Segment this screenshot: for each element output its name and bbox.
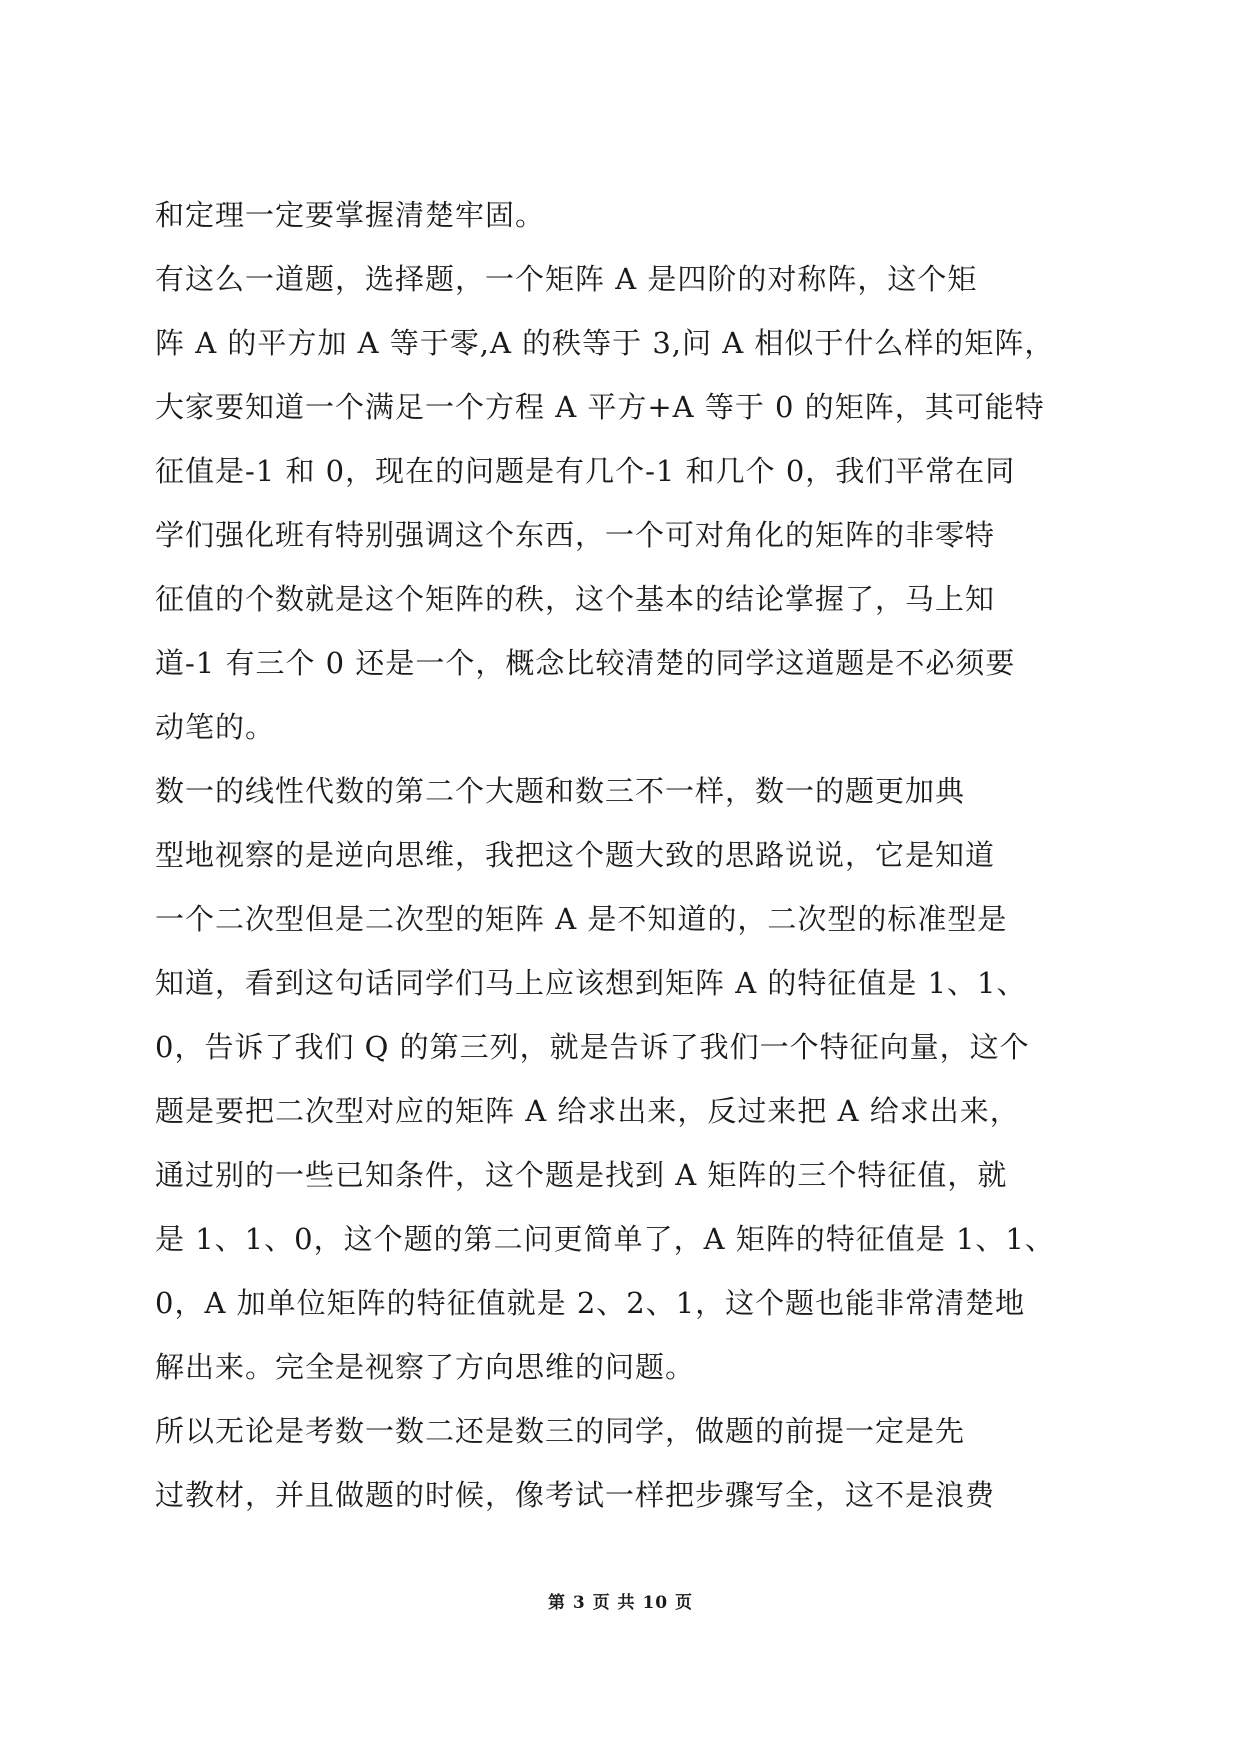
text-line: 学们强化班有特别强调这个东西，一个可对角化的矩阵的非零特 [155,518,996,552]
text-line: 阵 A 的平方加 A 等于零,A 的秩等于 3,问 A 相似于什么样的矩阵， [155,326,1055,360]
text-line: 和定理一定要掌握清楚牢固。 [155,198,546,232]
body-text [155,183,1095,1527]
text-line: 题是要把二次型对应的矩阵 A 给求出来，反过来把 A 给求出来， [155,1094,1020,1128]
text-line: 是 1、1、0，这个题的第二问更简单了，A 矩阵的特征值是 1、1、 [155,1222,1055,1256]
text-line: 通过别的一些已知条件，这个题是找到 A 矩阵的三个特征值，就 [155,1158,1008,1192]
text-line: 过教材，并且做题的时候，像考试一样把步骤写全，这不是浪费 [155,1478,996,1512]
text-line: 大家要知道一个满足一个方程 A 平方+A 等于 0 的矩阵，其可能特 [155,390,1045,424]
text-line: 0，A 加单位矩阵的特征值就是 2、2、1，这个题也能非常清楚地 [155,1286,1026,1320]
text-line: 动笔的。 [155,710,276,744]
text-line: 一个二次型但是二次型的矩阵 A 是不知道的，二次型的标准型是 [155,902,1008,936]
text-line: 解出来。完全是视察了方向思维的问题。 [155,1350,696,1384]
text-line: 征值是-1 和 0，现在的问题是有几个-1 和几个 0，我们平常在同 [155,454,1016,488]
text-line: 道-1 有三个 0 还是一个，概念比较清楚的同学这道题是不必须要 [155,646,1016,680]
text-line: 0，告诉了我们 Q 的第三列，就是告诉了我们一个特征向量，这个 [155,1030,1030,1064]
page-number-footer: 第 3 页 共 10 页 [547,1593,694,1613]
text-line: 有这么一道题，选择题，一个矩阵 A 是四阶的对称阵，这个矩 [155,262,978,296]
text-line: 所以无论是考数一数二还是数三的同学，做题的前提一定是先 [155,1414,966,1448]
text-line: 数一的线性代数的第二个大题和数三不一样，数一的题更加典 [155,774,966,808]
text-line: 征值的个数就是这个矩阵的秩，这个基本的结论掌握了，马上知 [155,582,996,616]
text-line: 型地视察的是逆向思维，我把这个题大致的思路说说，它是知道 [155,838,996,872]
text-line: 知道，看到这句话同学们马上应该想到矩阵 A 的特征值是 1、1、 [155,966,1027,1000]
